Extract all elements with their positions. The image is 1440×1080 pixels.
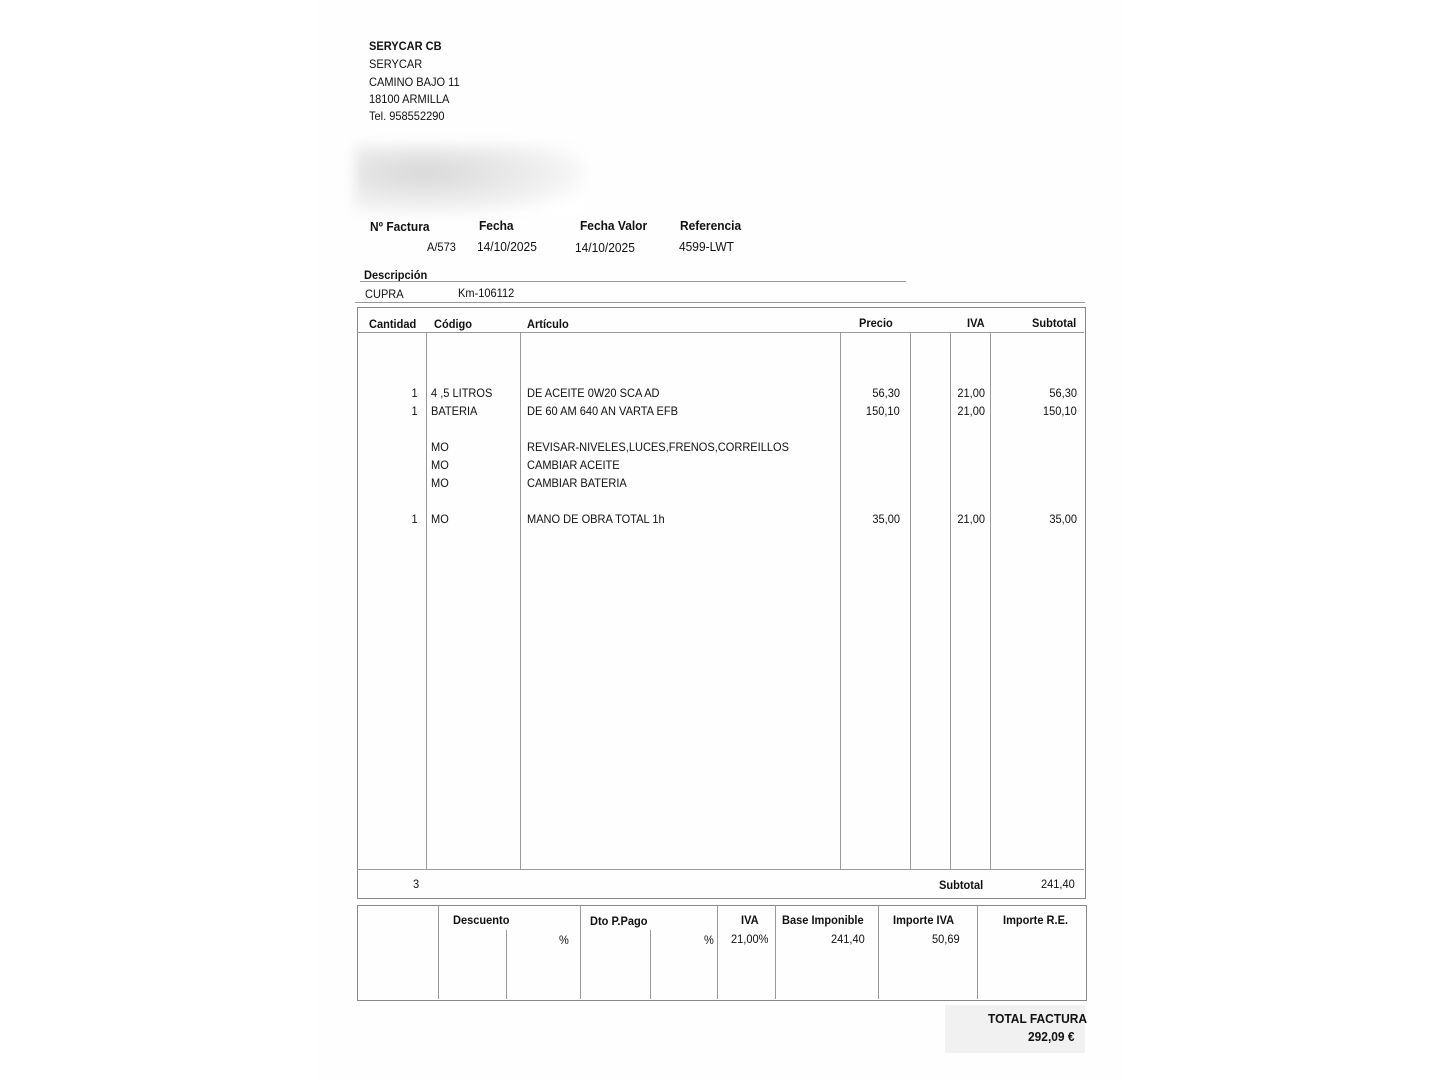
column-divider: [950, 332, 951, 869]
company-trade-name: SERYCAR: [369, 57, 423, 71]
column-divider: [878, 905, 879, 999]
cell-item: DE ACEITE 0W20 SCA AD: [527, 386, 660, 400]
column-divider: [977, 905, 978, 999]
divider: [355, 302, 1085, 303]
cell-price: 56,30: [872, 386, 900, 400]
column-divider: [650, 930, 651, 999]
company-city: 18100 ARMILLA: [369, 92, 450, 106]
iva-amount-value: 50,69: [932, 932, 960, 946]
column-divider: [520, 332, 521, 869]
cell-item: REVISAR-NIVELES,LUCES,FRENOS,CORREILLOS: [527, 440, 789, 454]
cell-qty: 1: [411, 386, 418, 400]
discount-percent: %: [559, 933, 569, 947]
column-divider: [990, 332, 991, 869]
total-label: TOTAL FACTURA: [988, 1011, 1088, 1026]
date-label: Fecha: [479, 218, 514, 233]
column-divider: [438, 905, 439, 999]
column-header-iva: IVA: [967, 316, 985, 330]
column-divider: [506, 930, 507, 999]
divider: [360, 281, 906, 282]
iva-amount-label: Importe IVA: [893, 913, 955, 927]
re-amount-label: Importe R.E.: [1003, 913, 1069, 927]
table-header-divider: [357, 332, 1084, 333]
date-value: 14/10/2025: [477, 239, 537, 254]
cell-qty: 1: [411, 512, 418, 526]
column-divider: [910, 332, 911, 869]
column-header-price: Precio: [859, 316, 893, 330]
company-phone: Tel. 958552290: [369, 109, 445, 123]
cell-code: MO: [431, 512, 449, 526]
vehicle-km: Km-106112: [458, 286, 515, 300]
column-divider: [840, 332, 841, 869]
subtotal-label: Subtotal: [939, 878, 984, 892]
cell-code: MO: [431, 476, 449, 490]
cell-code: BATERIA: [431, 404, 478, 418]
iva-rate-value: 21,00%: [731, 932, 769, 946]
reference-label: Referencia: [680, 218, 742, 233]
cell-code: MO: [431, 458, 449, 472]
reference-value: 4599-LWT: [679, 239, 734, 254]
column-header-qty: Cantidad: [369, 317, 417, 331]
column-header-code: Código: [434, 317, 473, 331]
invoice-no-value: A/573: [427, 240, 456, 254]
column-divider: [580, 905, 581, 999]
cell-iva: 21,00: [957, 404, 985, 418]
cell-price: 35,00: [872, 512, 900, 526]
redacted-customer-block: [355, 145, 585, 215]
cell-code: MO: [431, 440, 449, 454]
cell-subtotal: 35,00: [1049, 512, 1077, 526]
company-address: CAMINO BAJO 11: [369, 75, 460, 89]
table-footer-divider: [357, 869, 1084, 870]
column-header-subtotal: Subtotal: [1032, 316, 1077, 330]
company-name: SERYCAR CB: [369, 39, 442, 53]
invoice-no-label: Nº Factura: [370, 219, 430, 234]
column-divider: [426, 332, 427, 869]
column-divider: [775, 905, 776, 999]
cell-iva: 21,00: [957, 512, 985, 526]
column-divider: [717, 905, 718, 999]
cell-qty: 1: [411, 404, 418, 418]
base-label: Base Imponible: [782, 913, 864, 927]
description-label: Descripción: [364, 268, 428, 282]
value-date-label: Fecha Valor: [580, 218, 648, 233]
total-value: 292,09 €: [1028, 1029, 1075, 1044]
cell-iva: 21,00: [957, 386, 985, 400]
vehicle-model: CUPRA: [365, 287, 404, 301]
pp-discount-percent: %: [704, 933, 714, 947]
cell-item: CAMBIAR BATERIA: [527, 476, 627, 490]
cell-item: CAMBIAR ACEITE: [527, 458, 620, 472]
cell-subtotal: 56,30: [1049, 386, 1077, 400]
cell-code: 4 ,5 LITROS: [431, 386, 493, 400]
cell-item: DE 60 AM 640 AN VARTA EFB: [527, 404, 678, 418]
cell-subtotal: 150,10: [1043, 404, 1077, 418]
cell-price: 150,10: [866, 404, 900, 418]
value-date-value: 14/10/2025: [575, 240, 635, 255]
base-value: 241,40: [831, 932, 865, 946]
cell-item: MANO DE OBRA TOTAL 1h: [527, 512, 665, 526]
iva-label: IVA: [741, 913, 759, 927]
pp-discount-label: Dto P.Pago: [590, 914, 648, 928]
column-header-item: Artículo: [527, 317, 569, 331]
subtotal-value: 241,40: [1041, 877, 1075, 891]
discount-label: Descuento: [453, 913, 510, 927]
total-quantity: 3: [413, 877, 420, 891]
